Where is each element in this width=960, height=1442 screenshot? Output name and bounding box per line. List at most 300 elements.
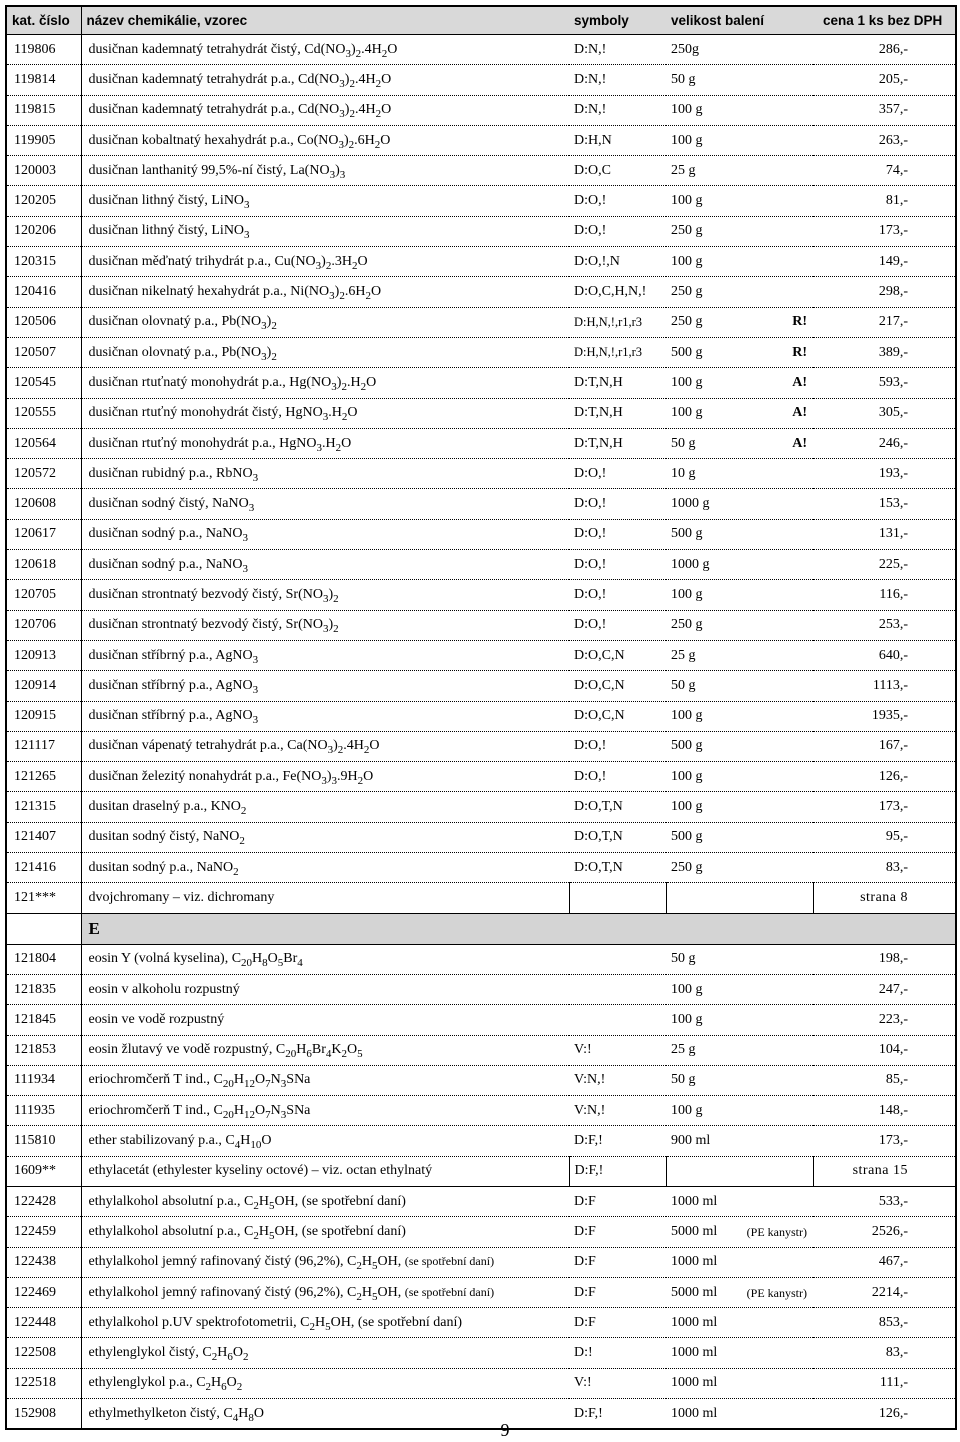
table-row bbox=[6, 822, 956, 852]
chemical-name bbox=[81, 247, 569, 277]
formula-subscript: 2 bbox=[355, 47, 362, 60]
package-size-value: 100 g bbox=[671, 1011, 703, 1027]
package-size bbox=[666, 65, 813, 95]
hazard-symbols: D:O,C,N bbox=[569, 671, 666, 701]
table-row bbox=[6, 1186, 956, 1216]
hazard-symbols: D:O,! bbox=[569, 489, 666, 519]
table-row bbox=[6, 156, 956, 186]
price: 263,- bbox=[813, 125, 956, 155]
cat-number: 111935 bbox=[6, 1096, 81, 1126]
chemical-name bbox=[81, 550, 569, 580]
name-text: O bbox=[341, 435, 352, 451]
chemical-name bbox=[81, 1035, 569, 1065]
formula-subscript: 2 bbox=[365, 290, 371, 303]
package-size bbox=[666, 974, 813, 1004]
package-size bbox=[666, 247, 813, 277]
cat-number: 122448 bbox=[6, 1308, 81, 1338]
name-text: ) bbox=[328, 617, 334, 633]
cat-number: 122459 bbox=[6, 1217, 81, 1247]
name-text: .6H bbox=[344, 284, 366, 300]
package-size-value: 100 g bbox=[671, 253, 703, 269]
package-size-value: 100 g bbox=[671, 586, 703, 602]
name-text: O bbox=[370, 284, 382, 300]
name-text: ) bbox=[333, 738, 338, 754]
hazard-symbols: D:F,! bbox=[569, 1126, 666, 1156]
cat-number: 120608 bbox=[6, 489, 81, 519]
formula-subscript: 3 bbox=[345, 47, 351, 60]
hazard-symbols: D:O,!,N bbox=[569, 247, 666, 277]
formula-subscript: 2 bbox=[211, 1351, 218, 1364]
price: 83,- bbox=[813, 853, 956, 883]
hazard-symbols: D:F,! bbox=[569, 1399, 666, 1430]
package-size bbox=[666, 1186, 813, 1216]
chemical-name bbox=[81, 337, 569, 367]
package-size-value: 100 g bbox=[671, 102, 703, 118]
formula-subscript: 2 bbox=[253, 1199, 259, 1212]
formula-subscript: 3 bbox=[252, 653, 259, 666]
warning-mark: A! bbox=[792, 435, 807, 451]
name-text: ethylenglykol čistý, C bbox=[88, 1345, 212, 1361]
formula-subscript: 8 bbox=[262, 957, 268, 970]
formula-subscript: 3 bbox=[315, 259, 322, 272]
package-size-value: 25 g bbox=[671, 1042, 696, 1058]
chemical-name bbox=[81, 853, 569, 883]
name-text: O bbox=[267, 951, 278, 967]
table-row bbox=[6, 731, 956, 761]
table-row bbox=[6, 1005, 956, 1035]
price: 217,- bbox=[813, 307, 956, 337]
name-text: eosin Y (volná kyselina), C bbox=[88, 951, 242, 967]
hazard-symbols: D:O,! bbox=[569, 580, 666, 610]
name-text: O bbox=[381, 71, 392, 87]
formula-subscript: 2 bbox=[351, 259, 358, 272]
package-size-value: 10 g bbox=[671, 465, 696, 481]
formula-subscript: 3 bbox=[261, 320, 267, 333]
header-price: cena 1 ks bez DPH bbox=[813, 6, 956, 35]
formula-subscript: 2 bbox=[333, 623, 339, 636]
price: 640,- bbox=[813, 640, 956, 670]
package-size bbox=[666, 731, 813, 761]
cat-number: 119814 bbox=[6, 65, 81, 95]
hazard-symbols: D:O,! bbox=[569, 610, 666, 640]
chemical-name bbox=[81, 216, 569, 246]
name-text: ) bbox=[328, 586, 334, 602]
name-text: eosin žlutavý ve vodě rozpustný, C bbox=[88, 1042, 286, 1058]
formula-subscript: 3 bbox=[252, 683, 259, 696]
table-row bbox=[6, 1156, 956, 1186]
formula-subscript: 3 bbox=[329, 168, 336, 181]
chemical-name bbox=[81, 701, 569, 731]
name-text: OH, (se spotřební daní) bbox=[274, 1193, 406, 1209]
formula-subscript: 2 bbox=[348, 138, 355, 151]
package-size bbox=[666, 1217, 813, 1247]
name-text: ) bbox=[321, 253, 326, 269]
table-row bbox=[6, 1217, 956, 1247]
formula-subscript: 3 bbox=[252, 714, 259, 727]
name-text: ) bbox=[266, 314, 272, 330]
table-row bbox=[6, 1308, 956, 1338]
price: 126,- bbox=[813, 1399, 956, 1430]
cat-number: 120915 bbox=[6, 701, 81, 731]
package-size-value: 100 g bbox=[671, 768, 703, 784]
cat-number: 120617 bbox=[6, 519, 81, 549]
name-text: .4H bbox=[343, 738, 364, 754]
name-text: dusičnan rtuťný monohydrát p.a., HgNO bbox=[88, 435, 317, 451]
formula-subscript: 2 bbox=[271, 350, 277, 363]
chemical-name bbox=[81, 65, 569, 95]
package-size bbox=[666, 1277, 813, 1307]
name-text: N bbox=[270, 1072, 281, 1088]
name-text: dusitan sodný p.a., NaNO bbox=[88, 859, 234, 875]
package-size-value: 1000 ml bbox=[671, 1375, 718, 1391]
package-size bbox=[666, 1126, 813, 1156]
cat-number: 120315 bbox=[6, 247, 81, 277]
price: 286,- bbox=[813, 35, 956, 65]
chemical-name bbox=[81, 822, 569, 852]
formula-subscript: 5 bbox=[269, 1199, 275, 1212]
chemical-name bbox=[81, 398, 569, 428]
price: 173,- bbox=[813, 216, 956, 246]
table-row bbox=[6, 307, 956, 337]
header-row bbox=[6, 6, 956, 35]
cat-number: 122518 bbox=[6, 1368, 81, 1398]
package-size-value: 250 g bbox=[671, 223, 703, 239]
name-text: O bbox=[380, 132, 391, 148]
chemical-name bbox=[81, 1247, 569, 1277]
chemical-name bbox=[81, 307, 569, 337]
package-size bbox=[666, 1096, 813, 1126]
formula-subscript: 2 bbox=[356, 1290, 362, 1303]
formula-subscript: 2 bbox=[349, 108, 355, 121]
price: 253,- bbox=[813, 610, 956, 640]
formula-subscript: 2 bbox=[333, 592, 339, 605]
formula-subscript: 3 bbox=[327, 744, 334, 757]
formula-subscript: 3 bbox=[321, 774, 327, 787]
package-size bbox=[666, 489, 813, 519]
name-text: dusičnan kademnatý tetrahydrát čistý, Cd(NO bbox=[88, 41, 346, 57]
hazard-symbols: D:O,! bbox=[569, 216, 666, 246]
cat-number: 119905 bbox=[6, 125, 81, 155]
chemical-name bbox=[81, 459, 569, 489]
price: 247,- bbox=[813, 974, 956, 1004]
price: 193,- bbox=[813, 459, 956, 489]
name-text: H bbox=[238, 1405, 249, 1421]
formula-subscript: 2 bbox=[341, 411, 348, 424]
formula-subscript: 3 bbox=[338, 138, 344, 151]
package-size-value: 50 g bbox=[671, 951, 696, 967]
name-text: ) bbox=[334, 284, 340, 300]
package-size bbox=[666, 701, 813, 731]
cat-number: 121804 bbox=[6, 944, 81, 974]
package-size bbox=[666, 853, 813, 883]
hazard-symbols: D:H,N,!,r1,r3 bbox=[569, 337, 666, 367]
table-row bbox=[6, 640, 956, 670]
table-row bbox=[6, 762, 956, 792]
table-row bbox=[6, 1247, 956, 1277]
package-size-value: 250g bbox=[671, 41, 699, 57]
package-size bbox=[666, 156, 813, 186]
name-text: ethylmethylketon čistý, C bbox=[88, 1405, 233, 1421]
table-row bbox=[6, 550, 956, 580]
chemical-name bbox=[81, 95, 569, 125]
hazard-symbols: D:O,! bbox=[569, 186, 666, 216]
formula-subscript: 3 bbox=[248, 502, 255, 515]
formula-subscript: 12 bbox=[244, 1078, 256, 1091]
name-text: H bbox=[315, 1314, 326, 1330]
name-small-text: (se spotřební daní) bbox=[404, 1254, 495, 1269]
chemical-name bbox=[81, 731, 569, 761]
name-text: O bbox=[226, 1375, 237, 1391]
hazard-symbols: D:N,! bbox=[569, 65, 666, 95]
name-text: dusičnan měďnatý trihydrát p.a., Cu(NO bbox=[88, 253, 316, 269]
name-text: .4H bbox=[354, 71, 376, 87]
table-row bbox=[6, 580, 956, 610]
warning-mark: R! bbox=[792, 314, 807, 330]
chemical-name bbox=[81, 580, 569, 610]
package-size-value: 250 g bbox=[671, 859, 703, 875]
name-text: dusičnan sodný p.a., NaNO bbox=[88, 556, 243, 572]
name-text: .9H bbox=[337, 768, 358, 784]
name-text: ethylenglykol p.a., C bbox=[88, 1375, 206, 1391]
cat-number: 120706 bbox=[6, 610, 81, 640]
price: 95,- bbox=[813, 822, 956, 852]
formula-subscript: 3 bbox=[322, 411, 329, 424]
package-note: (PE kanystr) bbox=[746, 1285, 807, 1300]
hazard-symbols: D:O,! bbox=[569, 731, 666, 761]
chemical-name bbox=[81, 762, 569, 792]
formula-subscript: 4 bbox=[234, 1139, 241, 1152]
chemical-name bbox=[81, 1156, 569, 1186]
formula-subscript: 2 bbox=[271, 320, 277, 333]
price: 1935,- bbox=[813, 701, 956, 731]
formula-subscript: 2 bbox=[341, 1048, 347, 1061]
header-package-size: velikost balení bbox=[666, 6, 813, 35]
hazard-symbols: D:F bbox=[569, 1247, 666, 1277]
chemical-name bbox=[81, 792, 569, 822]
package-size bbox=[666, 1247, 813, 1277]
formula-subscript: 10 bbox=[250, 1139, 262, 1152]
name-text: .6H bbox=[354, 132, 375, 148]
name-text: H bbox=[258, 1223, 269, 1239]
price: 167,- bbox=[813, 731, 956, 761]
cat-number: 121265 bbox=[6, 762, 81, 792]
name-text: .H bbox=[328, 405, 342, 421]
price: 83,- bbox=[813, 1338, 956, 1368]
hazard-symbols: D:O,C bbox=[569, 156, 666, 186]
name-text: O bbox=[363, 768, 374, 784]
formula-subscript: 3 bbox=[261, 350, 267, 363]
price: 148,- bbox=[813, 1096, 956, 1126]
formula-subscript: 3 bbox=[244, 229, 250, 242]
price: 74,- bbox=[813, 156, 956, 186]
package-size bbox=[666, 95, 813, 125]
price: 173,- bbox=[813, 1126, 956, 1156]
package-size-value: 500 g bbox=[671, 829, 703, 845]
name-text: O bbox=[387, 41, 398, 57]
name-text: ether stabilizovaný p.a., C bbox=[88, 1133, 235, 1149]
name-text: dusičnan kobaltnatý hexahydrát p.a., Co(NO bbox=[88, 132, 339, 148]
formula-subscript: 12 bbox=[244, 1108, 256, 1121]
section-heading: E bbox=[81, 913, 956, 944]
hazard-symbols: D:F bbox=[569, 1308, 666, 1338]
table-row bbox=[6, 489, 956, 519]
name-text: H bbox=[217, 1345, 228, 1361]
price: 111,- bbox=[813, 1368, 956, 1398]
cat-number: 122469 bbox=[6, 1277, 81, 1307]
table-row bbox=[6, 247, 956, 277]
chemical-name bbox=[81, 1308, 569, 1338]
formula-subscript: 2 bbox=[309, 1320, 315, 1333]
name-text: ) bbox=[336, 374, 342, 390]
name-text: eriochromčerň T ind., C bbox=[88, 1102, 223, 1118]
chemical-name bbox=[81, 35, 569, 65]
package-size bbox=[666, 792, 813, 822]
formula-subscript: 5 bbox=[372, 1260, 378, 1273]
name-text: dusičnan kademnatý tetrahydrát p.a., Cd(NO bbox=[88, 102, 340, 118]
price: 126,- bbox=[813, 762, 956, 792]
warning-mark: R! bbox=[792, 344, 807, 360]
hazard-symbols: D:N,! bbox=[569, 95, 666, 125]
package-size bbox=[666, 216, 813, 246]
name-text: dusičnan rtuťnatý monohydrát p.a., Hg(NO bbox=[88, 374, 332, 390]
name-text: H bbox=[233, 1102, 245, 1118]
name-text: dusičnan strontnatý bezvodý čistý, Sr(NO bbox=[88, 617, 323, 633]
formula-subscript: 2 bbox=[240, 805, 247, 818]
cat-number: 121315 bbox=[6, 792, 81, 822]
cat-number: 120507 bbox=[6, 337, 81, 367]
package-size-value: 1000 ml bbox=[671, 1193, 718, 1209]
hazard-symbols: D:F bbox=[569, 1217, 666, 1247]
package-size bbox=[666, 1368, 813, 1398]
name-text: H bbox=[233, 1072, 245, 1088]
name-text: O bbox=[255, 1072, 266, 1088]
formula-subscript: 2 bbox=[205, 1381, 212, 1394]
chemical-name bbox=[81, 883, 569, 913]
name-text: eosin v alkoholu rozpustný bbox=[88, 981, 240, 997]
name-text: O bbox=[347, 405, 358, 421]
formula-subscript: 3 bbox=[242, 532, 248, 545]
table-header bbox=[6, 6, 956, 35]
name-text: ) bbox=[350, 41, 356, 57]
name-text: H bbox=[258, 1193, 269, 1209]
table-row bbox=[6, 459, 956, 489]
table-row bbox=[6, 65, 956, 95]
name-text: ethylalkohol jemný rafinovaný čistý (96,2%), C bbox=[88, 1284, 357, 1300]
package-size bbox=[666, 762, 813, 792]
cat-number: 120506 bbox=[6, 307, 81, 337]
hazard-symbols: D:F bbox=[569, 1277, 666, 1307]
name-text: H bbox=[252, 951, 263, 967]
formula-subscript: 3 bbox=[322, 592, 329, 605]
cat-number: 120206 bbox=[6, 216, 81, 246]
name-text: dusičnan lithný čistý, LiNO bbox=[88, 193, 245, 209]
table-row bbox=[6, 883, 956, 913]
package-size-value: 900 ml bbox=[671, 1133, 711, 1149]
name-text: dusičnan stříbrný p.a., AgNO bbox=[88, 677, 253, 693]
hazard-symbols bbox=[569, 883, 666, 913]
formula-subscript: 3 bbox=[339, 108, 345, 121]
name-text: dusitan draselný p.a., KNO bbox=[88, 799, 241, 815]
formula-subscript: 3 bbox=[331, 380, 337, 393]
hazard-symbols: V:N,! bbox=[569, 1096, 666, 1126]
formula-subscript: 2 bbox=[357, 774, 364, 787]
package-size-value: 100 g bbox=[671, 981, 703, 997]
name-text: dusičnan vápenatý tetrahydrát p.a., Ca(NO bbox=[88, 738, 328, 754]
price: 225,- bbox=[813, 550, 956, 580]
cat-number: 121117 bbox=[6, 731, 81, 761]
hazard-symbols: V:! bbox=[569, 1035, 666, 1065]
cat-number: 120914 bbox=[6, 671, 81, 701]
table-row bbox=[6, 1126, 956, 1156]
name-text: O bbox=[261, 1133, 272, 1149]
table-row bbox=[6, 186, 956, 216]
name-text: dusičnan železitý nonahydrát p.a., Fe(NO bbox=[88, 768, 322, 784]
package-size bbox=[666, 671, 813, 701]
name-text: ethylalkohol jemný rafinovaný čistý (96,2%), C bbox=[88, 1254, 357, 1270]
chemical-name bbox=[81, 1186, 569, 1216]
name-text: dusičnan nikelnatý hexahydrát p.a., Ni(NO bbox=[88, 284, 330, 300]
package-size bbox=[666, 337, 813, 367]
price: 246,- bbox=[813, 428, 956, 458]
price: strana 15 bbox=[813, 1156, 956, 1186]
package-size bbox=[666, 580, 813, 610]
package-size-value: 50 g bbox=[671, 1072, 696, 1088]
name-text: dusičnan stříbrný p.a., AgNO bbox=[88, 708, 253, 724]
formula-subscript: 20 bbox=[241, 957, 253, 970]
table-row bbox=[6, 368, 956, 398]
package-size-value: 1000 ml bbox=[671, 1314, 718, 1330]
chemical-name bbox=[81, 489, 569, 519]
warning-mark: A! bbox=[792, 374, 807, 390]
cat-number: 122428 bbox=[6, 1186, 81, 1216]
package-size-value: 1000 g bbox=[671, 556, 710, 572]
table-row bbox=[6, 1399, 956, 1430]
formula-subscript: 5 bbox=[357, 1048, 363, 1061]
formula-subscript: 4 bbox=[232, 1411, 239, 1424]
hazard-symbols: D:O,! bbox=[569, 550, 666, 580]
package-size bbox=[666, 398, 813, 428]
cat-number: 119815 bbox=[6, 95, 81, 125]
name-text: O bbox=[369, 738, 380, 754]
package-size-value: 100 g bbox=[671, 1102, 703, 1118]
formula-subscript: 2 bbox=[233, 865, 239, 878]
chemical-name bbox=[81, 125, 569, 155]
name-text: ) bbox=[326, 768, 332, 784]
chemical-name bbox=[81, 1368, 569, 1398]
package-size bbox=[666, 1399, 813, 1430]
price: 149,- bbox=[813, 247, 956, 277]
name-text: dusičnan sodný p.a., NaNO bbox=[88, 526, 243, 542]
hazard-symbols: V:! bbox=[569, 1368, 666, 1398]
hazard-symbols: D:H,N bbox=[569, 125, 666, 155]
package-size-value: 50 g bbox=[671, 435, 696, 451]
cat-number: 120205 bbox=[6, 186, 81, 216]
name-text: OH, (se spotřební daní) bbox=[330, 1314, 463, 1330]
hazard-symbols: V:N,! bbox=[569, 1065, 666, 1095]
chemical-name bbox=[81, 671, 569, 701]
package-note: (PE kanystr) bbox=[746, 1224, 807, 1239]
package-size bbox=[666, 307, 813, 337]
name-text: dusičnan rtuťný monohydrát čistý, HgNO bbox=[88, 405, 323, 421]
chemical-price-table bbox=[5, 5, 957, 1430]
table-row bbox=[6, 125, 956, 155]
name-text: OH, bbox=[377, 1254, 405, 1270]
cat-number: 111934 bbox=[6, 1065, 81, 1095]
package-size bbox=[666, 1035, 813, 1065]
formula-subscript: 3 bbox=[316, 441, 322, 454]
price: 81,- bbox=[813, 186, 956, 216]
price: 467,- bbox=[813, 1247, 956, 1277]
